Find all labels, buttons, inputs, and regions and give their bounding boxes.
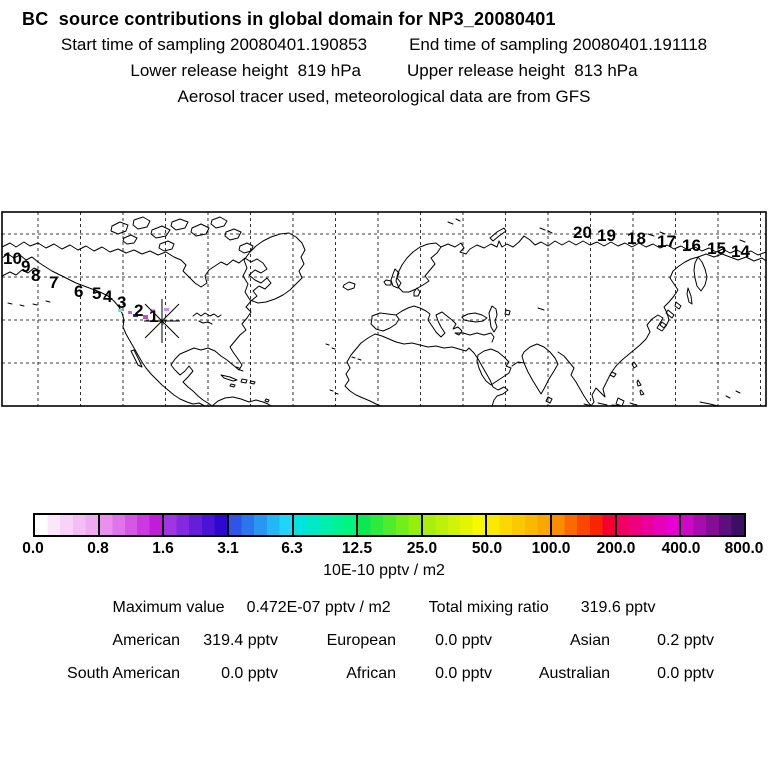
east-asia-coast xyxy=(558,257,698,406)
colorbar-segment xyxy=(356,515,421,535)
total-mixing-value: 319.6 pptv xyxy=(580,599,656,616)
region-label: Asian xyxy=(569,632,610,649)
region-label: African xyxy=(346,665,396,682)
colorbar-tick: 800.0 xyxy=(724,540,764,557)
region-label: South American xyxy=(67,665,180,682)
total-mixing-label: Total mixing ratio xyxy=(428,599,549,616)
colorbar-segment xyxy=(227,515,292,535)
lower-release-text: Lower release height 819 hPa xyxy=(130,61,361,80)
pacific-coast xyxy=(44,266,205,406)
region-value: 0.0 pptv xyxy=(657,665,714,682)
atlantic-islands xyxy=(326,344,361,394)
region-value: 0.0 pptv xyxy=(435,665,492,682)
trajectory-hour-label: 4 xyxy=(103,287,113,306)
region-label: European xyxy=(326,632,396,649)
great-lakes xyxy=(193,313,221,324)
south-america-coast xyxy=(212,397,271,406)
upper-release-text: Upper release height 813 hPa xyxy=(407,61,638,80)
trajectory-hour-label: 7 xyxy=(49,273,59,292)
trajectory-hour-label: 10 xyxy=(3,249,22,268)
region-value: 0.0 pptv xyxy=(435,632,492,649)
end-time-text: End time of sampling 20080401.191118 xyxy=(409,35,708,54)
arctic-islands xyxy=(111,217,253,253)
colorbar-tick: 12.5 xyxy=(341,540,373,557)
colorbar-segment xyxy=(421,515,486,535)
colorbar-segment xyxy=(98,515,163,535)
trajectory-hour-label: 15 xyxy=(707,239,726,258)
colorbar-tick: 6.3 xyxy=(281,540,303,557)
tracer-note-text: Aerosol tracer used, meteorological data are from GFS xyxy=(177,87,591,106)
colorbar-unit-label: 10E-10 pptv / m2 xyxy=(323,562,445,579)
africa-coast xyxy=(345,334,508,406)
region-value: 0.2 pptv xyxy=(657,632,714,649)
trajectory-hour-label: 3 xyxy=(117,293,127,312)
trajectory-hour-label: 2 xyxy=(134,301,144,320)
max-total-line xyxy=(0,599,768,617)
colorbar-tick: 1.6 xyxy=(152,540,174,557)
colorbar-tick: 25.0 xyxy=(406,540,438,557)
aleutian-islands xyxy=(8,301,50,306)
aral-sea xyxy=(505,308,544,315)
kamchatka xyxy=(694,254,766,291)
colorbar xyxy=(33,513,746,537)
colorbar-tick: 3.1 xyxy=(217,540,239,557)
iceland xyxy=(343,282,355,290)
colorbar-tick: 0.0 xyxy=(22,540,44,557)
contribution-cell xyxy=(143,315,148,319)
colorbar-segment xyxy=(679,515,744,535)
max-value: 0.472E-07 pptv / m2 xyxy=(246,599,391,616)
caribbean-islands xyxy=(221,367,255,387)
trajectory-hour-label: 20 xyxy=(573,223,592,242)
indonesia-new-guinea xyxy=(584,391,740,406)
colorbar-tick: 50.0 xyxy=(471,540,503,557)
region-value: 0.0 pptv xyxy=(221,665,278,682)
colorbar-tick: 200.0 xyxy=(596,540,636,557)
arabia-coast xyxy=(477,349,524,385)
colorbar-tick: 400.0 xyxy=(661,540,701,557)
colorbar-segment xyxy=(550,515,615,535)
region-value: 319.4 pptv xyxy=(203,632,278,649)
colorbar-tick: 100.0 xyxy=(531,540,571,557)
colorbar-segment xyxy=(485,515,550,535)
trajectory-hour-label: 19 xyxy=(597,226,616,245)
scandinavia-coast xyxy=(396,243,441,296)
region-stats-row xyxy=(0,665,714,683)
trajectory-hour-label: 16 xyxy=(682,236,701,255)
trajectory-hour-label: 17 xyxy=(657,232,676,251)
trajectory-hour-label: 14 xyxy=(731,242,750,261)
trajectory-hour-label: 6 xyxy=(74,282,84,301)
trajectory-hour-label: 8 xyxy=(31,266,41,285)
max-value-label: Maximum value xyxy=(112,599,225,616)
caspian-sea xyxy=(489,306,497,332)
colorbar-segment xyxy=(35,515,98,535)
greenland-coast xyxy=(243,233,305,303)
colorbar-segment xyxy=(162,515,227,535)
region-label: American xyxy=(112,632,180,649)
colorbar-segment xyxy=(292,515,357,535)
india-coast xyxy=(522,344,558,403)
colorbar-tick: 0.8 xyxy=(87,540,109,557)
contribution-cell xyxy=(128,311,132,314)
region-label: Australian xyxy=(538,665,610,682)
trajectory-hour-label: 1 xyxy=(149,307,159,326)
contribution-cell xyxy=(164,308,169,311)
europe-med-coast xyxy=(396,306,494,342)
start-time-text: Start time of sampling 20080401.190853 xyxy=(60,35,368,54)
region-stats-row xyxy=(0,632,714,650)
iberia xyxy=(371,313,399,331)
trajectory-hour-labels xyxy=(3,223,750,326)
black-sea xyxy=(462,313,487,322)
page-title: BC source contributions in global domain for NP3_20080401 xyxy=(22,9,556,29)
colorbar-segment xyxy=(615,515,680,535)
trajectory-hour-label: 5 xyxy=(92,284,102,303)
trajectory-hour-label: 18 xyxy=(627,229,646,248)
trajectory-hour-label: 9 xyxy=(21,257,31,276)
north-america-coast xyxy=(2,242,271,406)
